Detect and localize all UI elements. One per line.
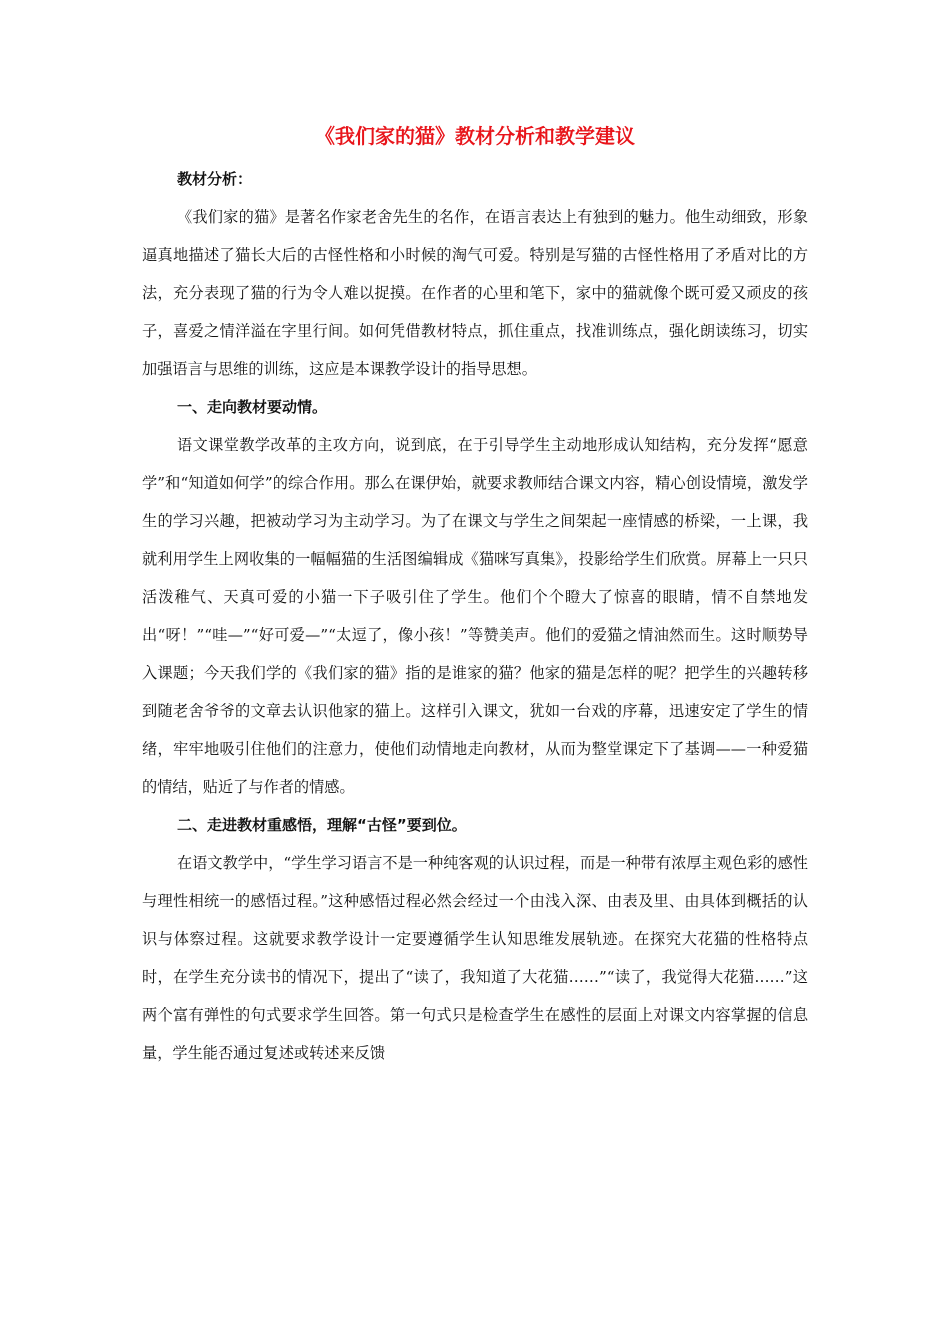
document-title: 《我们家的猫》教材分析和教学建议 bbox=[315, 124, 635, 148]
section-paragraph: 在语文教学中，“学生学习语言不是一种纯客观的认识过程，而是一种带有浓厚主观色彩的感性与理性相统一的感悟过程。”这种感悟过程必然会经过一个由浅入深、由表及里、由具体到概括的认识与体察过程。这就要求教学设计一定要遵循学生认知思维发展轨迹。在探究大花猫的性格特点时，在学生充分读书的情况下，提出了“读了，我知道了大花猫……”“读了，我觉得大花猫……”这两个富有弹性的句式要求学生回答。第一句式只是检查学生在感性的层面上对课文内容掌握的信息量，学生能否通过复述或转述来反馈 bbox=[142, 854, 808, 1062]
section-heading: 二、走进教材重感悟，理解“古怪”要到位。 bbox=[177, 816, 467, 834]
section-paragraph: 《我们家的猫》是著名作家老舍先生的名作，在语言表达上有独到的魅力。他生动细致，形象逼真地描述了猫长大后的古怪性格和小时候的淘气可爱。特别是写猫的古怪性格用了矛盾对比的方法，充分表现了猫的行为令人难以捉摸。在作者的心里和笔下，家中的猫就像个既可爱又顽皮的孩子，喜爱之情洋溢在字里行间。如何凭借教材特点，抓住重点，找准训练点，强化朗读练习，切实加强语言与思维的训练，这应是本课教学设计的指导思想。 bbox=[142, 208, 808, 378]
section-heading: 教材分析： bbox=[177, 170, 253, 188]
section-analysis bbox=[142, 160, 808, 388]
section-one bbox=[142, 388, 808, 806]
section-two bbox=[142, 806, 808, 1072]
document-page bbox=[142, 118, 808, 1072]
section-paragraph: 语文课堂教学改革的主攻方向，说到底，在于引导学生主动地形成认知结构，充分发挥“愿意学”和“知道如何学”的综合作用。那么在课伊始，就要求教师结合课文内容，精心创设情境，激发学生的学习兴趣，把被动学习为主动学习。为了在课文与学生之间架起一座情感的桥梁，一上课，我就利用学生上网收集的一幅幅猫的生活图编辑成《猫咪写真集》，投影给学生们欣赏。屏幕上一只只活泼稚气、天真可爱的小猫一下子吸引住了学生。他们个个瞪大了惊喜的眼睛，情不自禁地发出“呀！”“哇—”“好可爱—”“太逗了，像小孩！”等赞美声。他们的爱猫之情油然而生。这时顺势导入课题；今天我们学的《我们家的猫》指的是谁家的猫？他家的猫是怎样的呢？把学生的兴趣转移到随老舍爷爷的文章去认识他家的猫上。这样引入课文，犹如一台戏的序幕，迅速安定了学生的情绪，牢牢地吸引住他们的注意力，使他们动情地走向教材，从而为整堂课定下了基调——一种爱猫的情结，贴近了与作者的情感。 bbox=[142, 436, 808, 796]
section-heading: 一、走向教材要动情。 bbox=[177, 398, 328, 416]
